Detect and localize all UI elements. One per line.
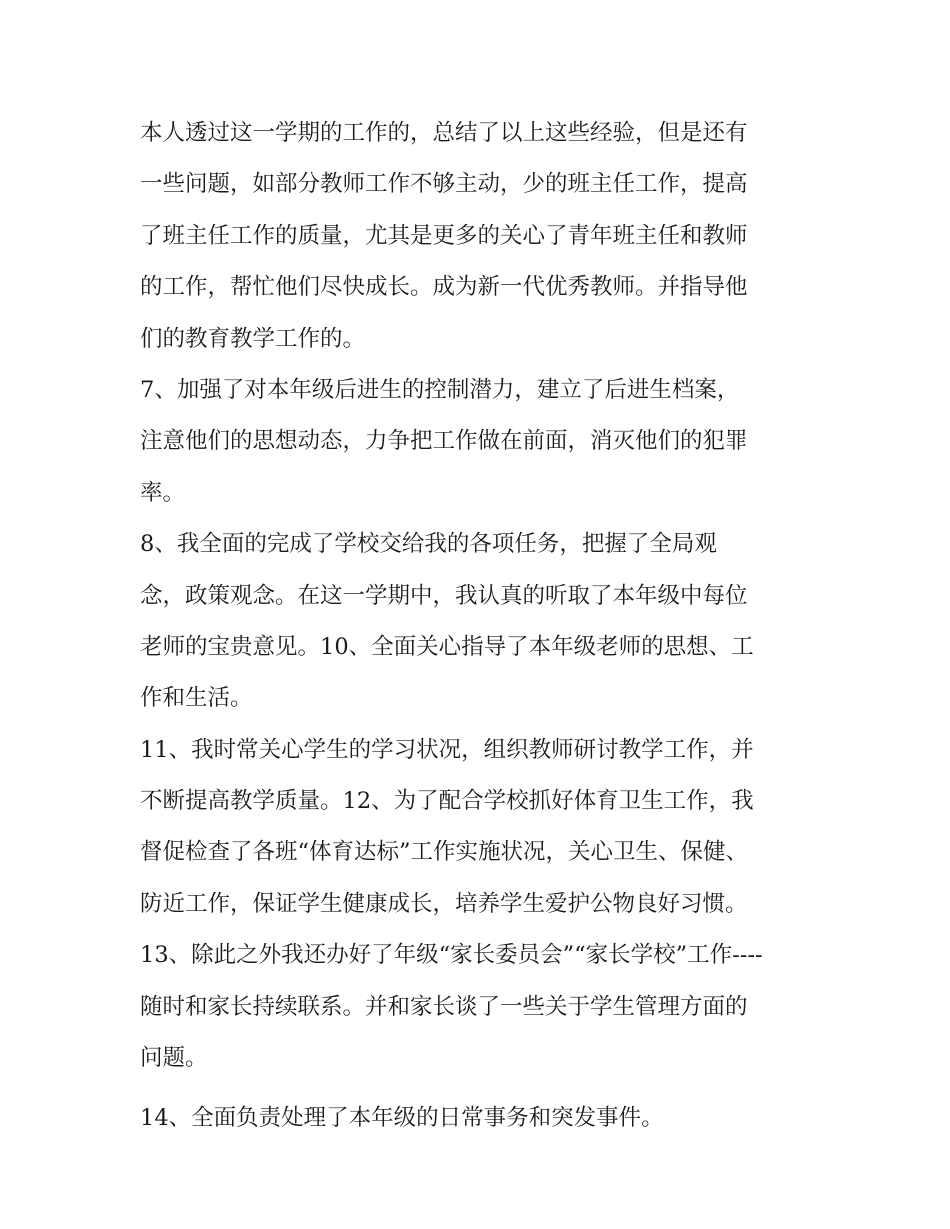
text-line: 14、全面负责处理了本年级的日常事务和突发事件。 bbox=[140, 1105, 664, 1132]
text-line: 不断提高教学质量。12、为了配合学校抓好体育卫生工作，我 bbox=[140, 788, 754, 815]
document-body bbox=[140, 108, 812, 1145]
text-line: 念，政策观念。在这一学期中，我认真的听取了本年级中每位 bbox=[140, 582, 748, 609]
paragraph-item-14 bbox=[140, 1093, 812, 1144]
text-line: 8、我全面的完成了学校交给我的各项任务，把握了全局观 bbox=[140, 531, 717, 558]
text-line: 作和生活。 bbox=[140, 685, 253, 712]
text-line: 本人透过这一学期的工作的，总结了以上这些经验，但是还有 bbox=[140, 120, 748, 146]
text-line: 老师的宝贵意见。10、全面关心指导了本年级老师的思想、工 bbox=[140, 633, 754, 660]
text-line: 问题。 bbox=[140, 1045, 208, 1072]
text-line: 7、加强了对本年级后进生的控制潜力，建立了后进生档案， bbox=[140, 376, 740, 403]
text-line: 们的教育教学工作的。 bbox=[140, 325, 366, 352]
text-line: 督促检查了各班“体育达标”工作实施状况，关心卫生、保健、 bbox=[140, 839, 749, 866]
paragraph-item-11 bbox=[140, 725, 812, 931]
text-line: 防近工作，保证学生健康成长，培养学生爱护公物良好习惯。 bbox=[140, 890, 748, 917]
paragraph-item-8 bbox=[140, 519, 812, 725]
paragraph-item-7 bbox=[140, 365, 812, 519]
text-line: 11、我时常关心学生的学习状况，组织教师研讨教学工作，并 bbox=[140, 736, 754, 763]
text-line: 注意他们的思想动态，力争把工作做在前面，消灭他们的犯罪 bbox=[140, 428, 748, 455]
text-line: 的工作，帮忙他们尽快成长。成为新一代优秀教师。并指导他 bbox=[140, 274, 748, 301]
text-line: 13、除此之外我还办好了年级“家长委员会”“家长学校”工作---- bbox=[140, 942, 763, 969]
text-line: 率。 bbox=[140, 479, 186, 506]
text-line: 随时和家长持续联系。并和家长谈了一些关于学生管理方面的 bbox=[140, 993, 748, 1020]
paragraph-item-13 bbox=[140, 930, 812, 1084]
text-line: 一些问题，如部分教师工作不够主动，少的班主任工作，提高 bbox=[140, 171, 748, 198]
paragraph-spacer bbox=[140, 1084, 812, 1093]
text-line: 了班主任工作的质量，尤其是更多的关心了青年班主任和教师 bbox=[140, 222, 748, 249]
paragraph-summary bbox=[140, 108, 812, 365]
